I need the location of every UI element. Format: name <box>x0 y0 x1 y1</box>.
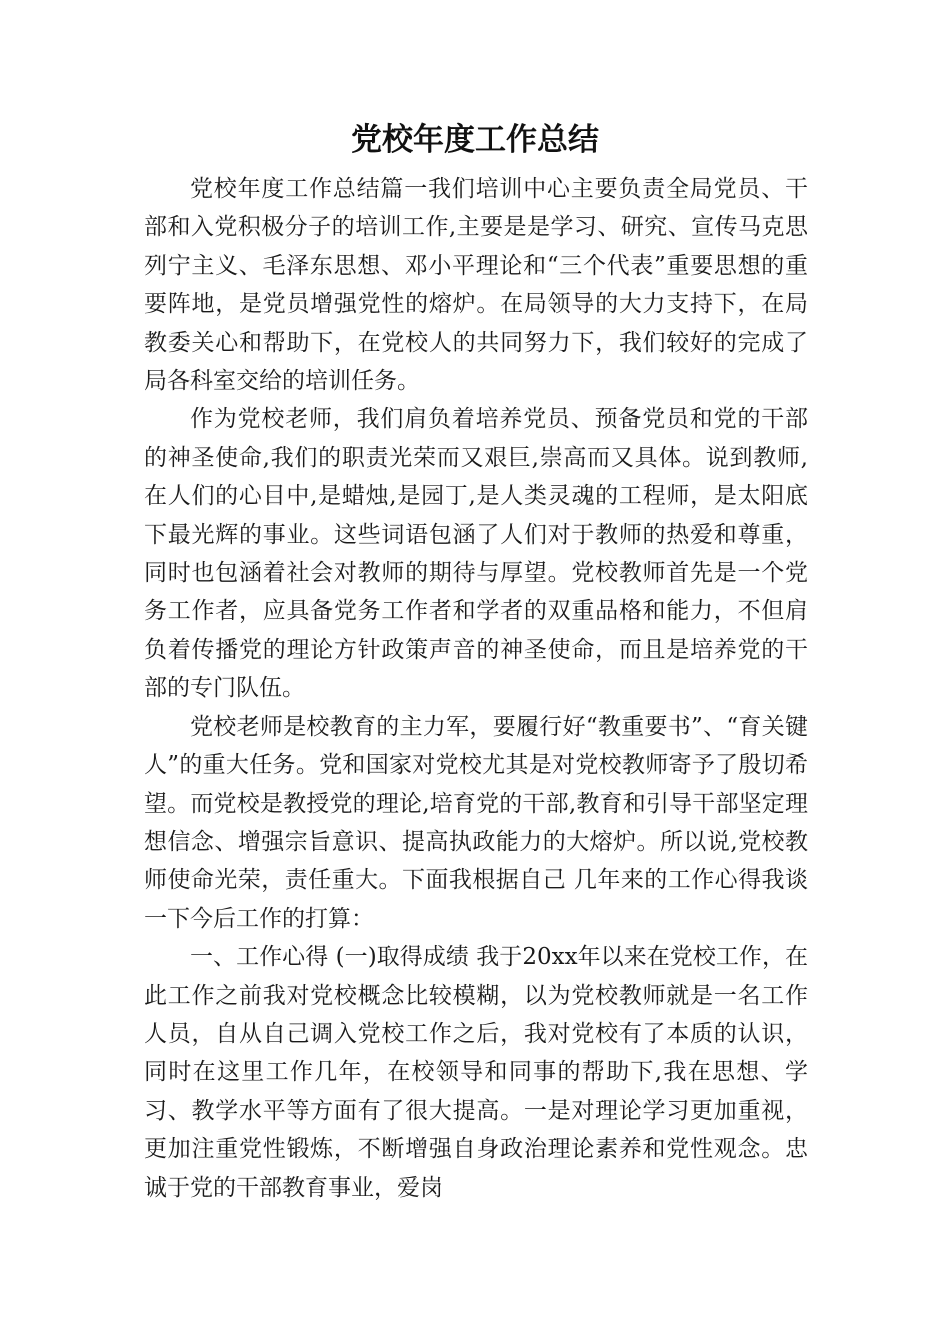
document-body <box>144 170 808 1207</box>
paragraph-4: 一、工作心得 (一)取得成绩 我于20xx年以来在党校工作，在此工作之前我对党校概念比较模糊，以为党校教师就是一名工作人员，自从自己调入党校工作之后，我对党校有了本质的认识，同时在这里工作几年，在校领导和同事的帮助下,我在思想、学习、教学水平等方面有了很大提高。一是对理论学习更加重视，更加注重党性锻炼，不断增强自身政治理论素养和党性观念。忠诚于党的干部教育事业，爱岗 <box>144 944 808 1201</box>
paragraph-1: 党校年度工作总结篇一我们培训中心主要负责全局党员、干部和入党积极分子的培训工作,主要是是学习、研究、宣传马克思列宁主义、毛泽东思想、邓小平理论和“三个代表”重要思想的重要阵地，是党员增强党性的熔炉。在局领导的大力支持下，在局教委关心和帮助下，在党校人的共同努力下，我们较好的完成了局各科室交给的培训任务。 <box>144 176 808 395</box>
paragraph-2: 作为党校老师，我们肩负着培养党员、预备党员和党的干部的神圣使命,我们的职责光荣而又艰巨,崇高而又具体。说到教师,在人们的心目中,是蜡烛,是园丁,是人类灵魂的工程师，是太阳底下最光辉的事业。这些词语包涵了人们对于教师的热爱和尊重，同时也包涵着社会对教师的期待与厚望。党校教师首先是一个党务工作者，应具备党务工作者和学者的双重品格和能力，不但肩负着传播党的理论方针政策声音的神圣使命，而且是培养党的干部的专门队伍。 <box>144 406 808 702</box>
document-title: 党校年度工作总结 <box>351 122 599 158</box>
paragraph-3: 党校老师是校教育的主力军，要履行好“教重要书”、“育关键人”的重大任务。党和国家对党校尤其是对党校教师寄予了殷切希望。而党校是教授党的理论,培育党的干部,教育和引导干部坚定理想信念、增强宗旨意识、提高执政能力的大熔炉。所以说,党校教师使命光荣，责任重大。下面我根据自己 几年来的工作心得我谈一下今后工作的打算： <box>144 713 808 932</box>
